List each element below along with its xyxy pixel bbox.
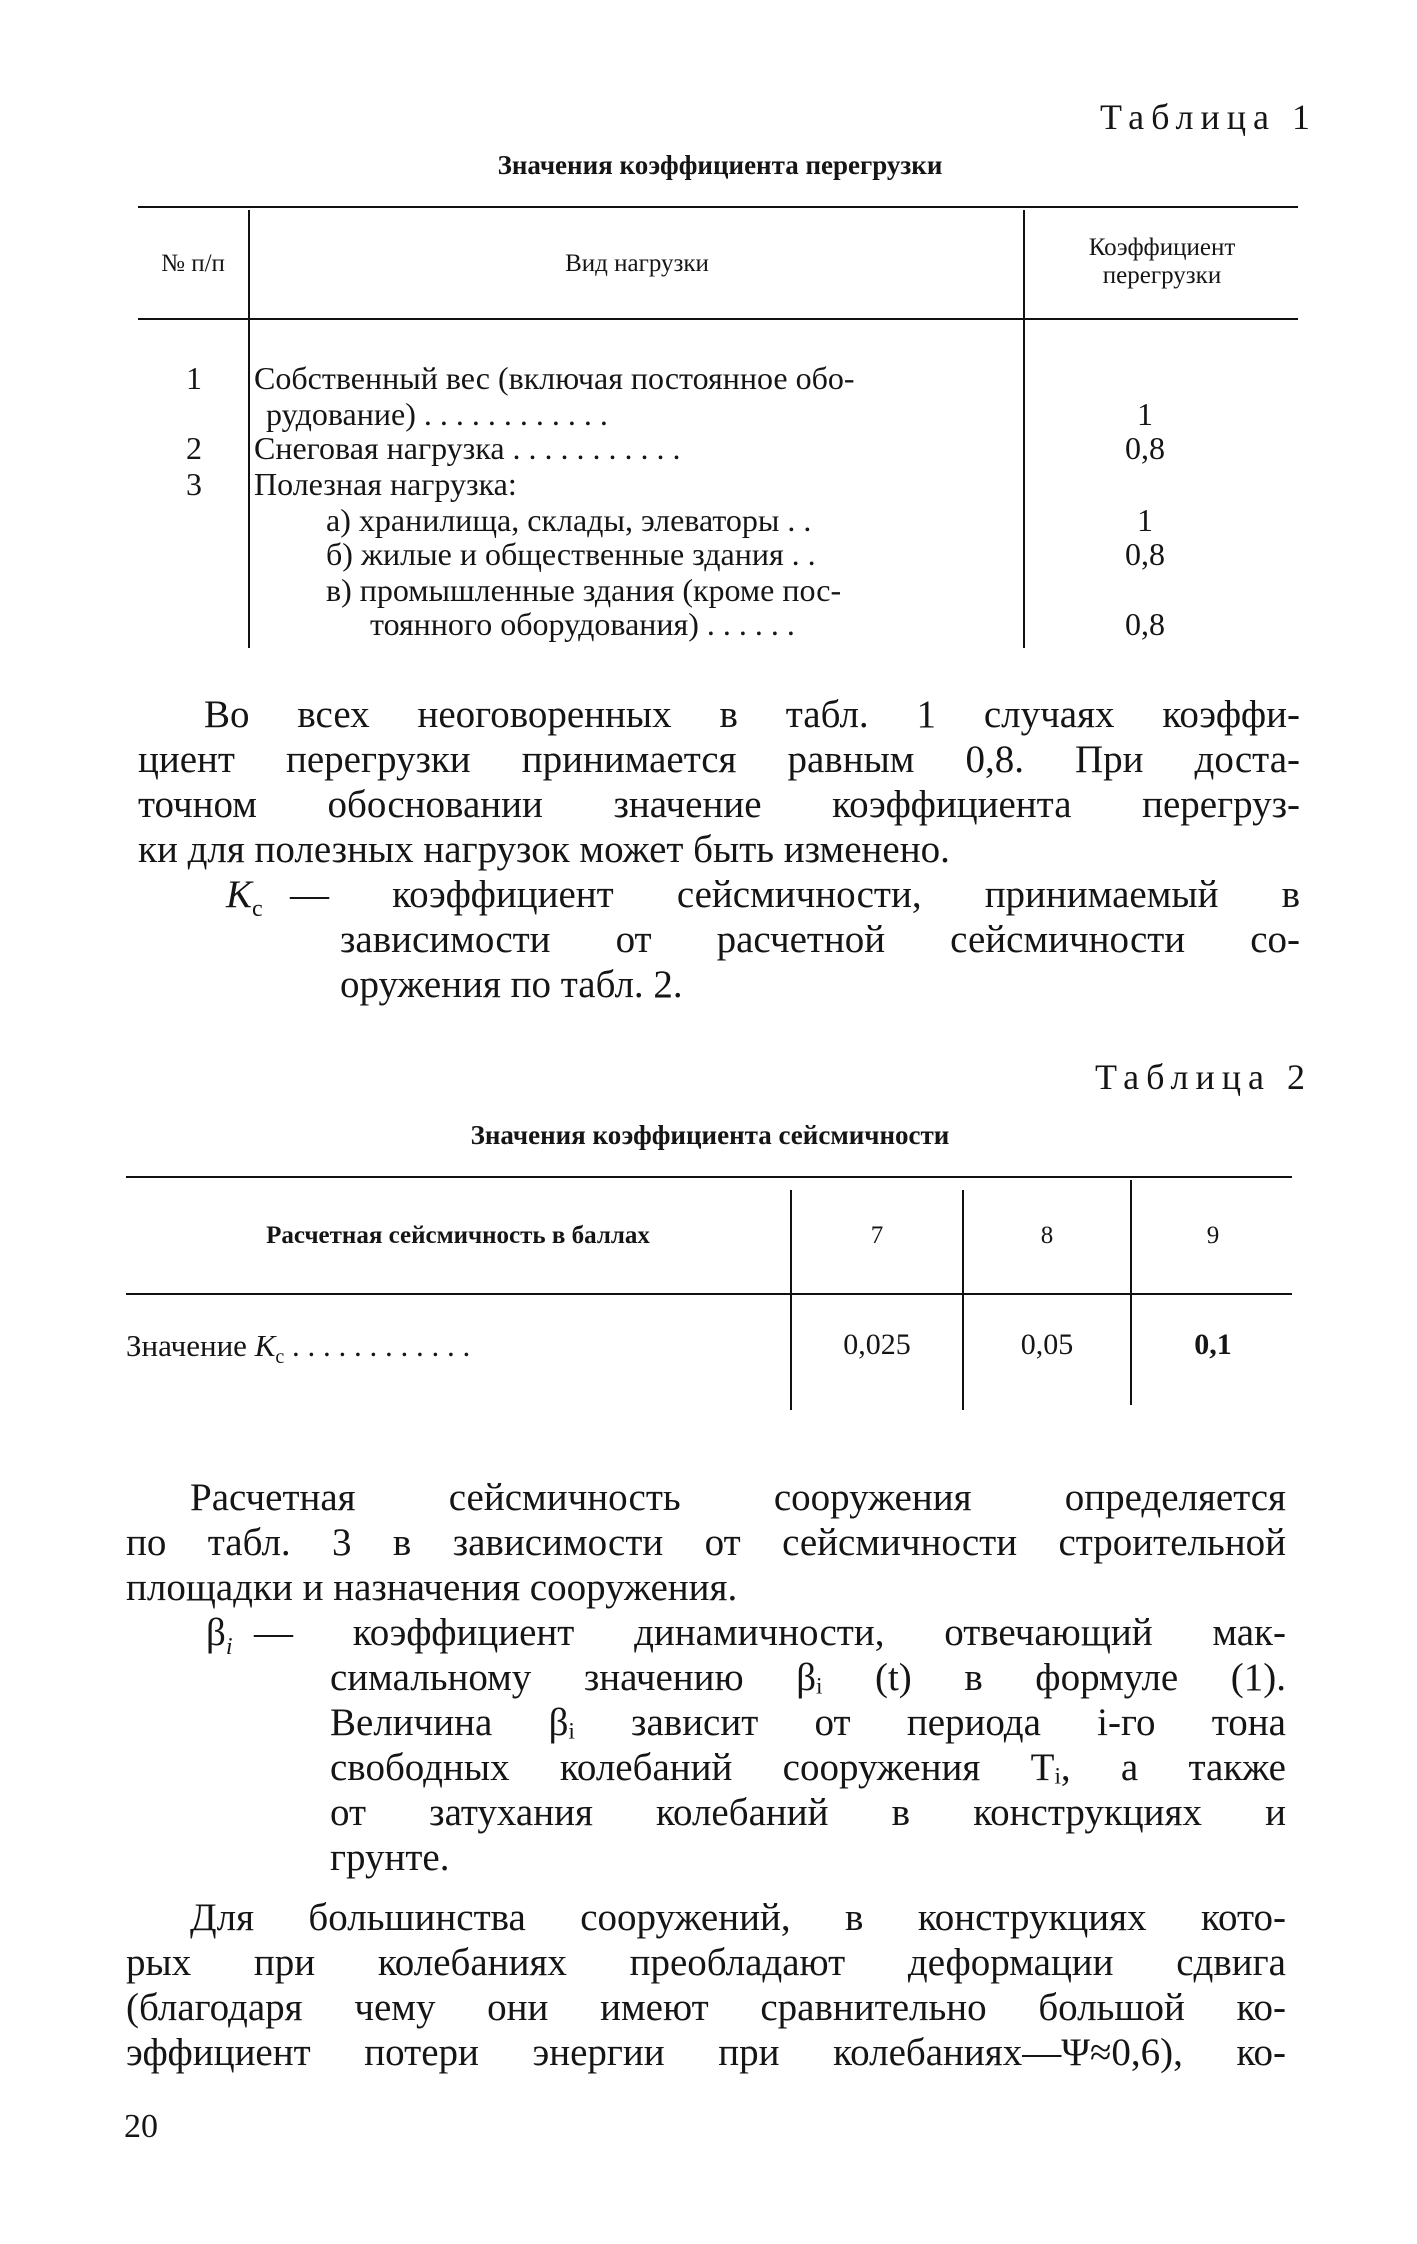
para2-line1: Расчетная сейсмичность сооружения определяется [190, 1476, 1286, 1519]
table1-row3c-coef: 0,8 [1125, 606, 1165, 642]
kc-def-line2: зависимости от расчетной сейсмичности со- [340, 918, 1300, 961]
beta-def-line3: Величина βᵢ зависит от периода i-го тона [330, 1701, 1286, 1744]
table1-header-coef-line1: Коэффициент [1088, 234, 1236, 261]
table1-row1-text-line2: рудование) . . . . . . . . . . . . [266, 396, 608, 432]
table2-header-rule [126, 1293, 1292, 1295]
table1-col-divider-1 [248, 210, 250, 648]
table1-row1-coef: 1 [1137, 396, 1153, 432]
table2-col-divider-1 [790, 1190, 792, 1410]
beta-def-line6: грунте. [330, 1836, 450, 1879]
table1-row3a-text: а) хранилища, склады, элеваторы . . [326, 502, 812, 538]
table2-header-8: 8 [1040, 1222, 1054, 1249]
table1-row3a-coef: 1 [1137, 502, 1153, 538]
kc-symbol-sub: с [252, 895, 263, 922]
para3-line3: (благодаря чему они имеют сравнительно большой ко- [126, 1986, 1286, 2029]
table2-row-dots: . . . . . . . . . . . . [292, 1328, 471, 1363]
table1-label: Таблица 1 [1100, 97, 1317, 137]
table1-header-num: № п/п [161, 250, 225, 277]
para3-line4: эффициент потери энергии при колебаниях—Ψ≈0,6), ко- [126, 2031, 1286, 2074]
table2-value-9: 0,1 [1194, 1328, 1232, 1361]
para1-line1: Во всех неоговоренных в табл. 1 случаях коэффи- [204, 693, 1300, 736]
table1-row3b-text: б) жилые и общественные здания . . [326, 536, 816, 572]
table2-row-symbol-sub: с [275, 1346, 285, 1369]
table1-row3-text: Полезная нагрузка: [254, 466, 517, 502]
table1-row1-text-line1: Собственный вес (включая постоянное обо- [254, 360, 855, 396]
table2-col-divider-3 [1130, 1180, 1132, 1405]
beta-symbol [206, 1611, 233, 1669]
table2-header-7: 7 [870, 1222, 884, 1249]
table2-col-divider-2 [962, 1190, 964, 1410]
para3-line1: Для большинства сооружений, в конструкциях кото- [190, 1896, 1286, 1939]
table2-title: Значения коэффициента сейсмичности [470, 1120, 950, 1150]
table1-row1-num: 1 [186, 360, 202, 396]
table1-row3b-coef: 0,8 [1125, 536, 1165, 572]
page-number: 20 [124, 2108, 158, 2145]
kc-symbol [226, 873, 263, 931]
table1-row3c-text-line1: в) промышленные здания (кроме пос- [326, 572, 842, 608]
table1-col-divider-2 [1023, 210, 1025, 648]
kc-def-line3: оружения по табл. 2. [340, 963, 683, 1006]
beta-def-line2: симальному значению βᵢ (t) в формуле (1). [330, 1656, 1286, 1699]
beta-symbol-letter: β [206, 1611, 226, 1654]
beta-def-line1: — коэффициент динамичности, отвечающий мак- [254, 1611, 1286, 1654]
table1-top-rule [138, 206, 1298, 208]
table1-row2-coef: 0,8 [1125, 430, 1165, 466]
table1-row3-num: 3 [186, 466, 202, 502]
table2-top-rule [126, 1176, 1292, 1178]
table1-header-rule [138, 318, 1298, 320]
para2-line3: площадки и назначения сооружения. [126, 1566, 738, 1609]
para2-line2: по табл. 3 в зависимости от сейсмичности строительной [126, 1521, 1286, 1564]
table2-header-label: Расчетная сейсмичность в баллах [266, 1222, 650, 1249]
table2-value-7: 0,025 [843, 1328, 911, 1361]
kc-symbol-letter: K [226, 873, 253, 916]
table2-label: Таблица 2 [1095, 1057, 1312, 1097]
table1-row3c-text-line2: тоянного оборудования) . . . . . . [370, 606, 795, 642]
table1-row2-text: Снеговая нагрузка . . . . . . . . . . . [254, 430, 681, 466]
para1-line2: циент перегрузки принимается равным 0,8. При доста- [138, 738, 1300, 781]
para1-line3: точном обосновании значение коэффициента перегруз- [138, 783, 1300, 826]
table1-row2-num: 2 [186, 430, 202, 466]
table2-row-label [126, 1328, 470, 1369]
kc-def-line1: — коэффициент сейсмичности, принимаемый в [290, 873, 1300, 916]
beta-symbol-sub: i [225, 1633, 233, 1660]
para1-line4: ки для полезных нагрузок может быть изменено. [138, 828, 950, 871]
para3-line2: рых при колебаниях преобладают деформации сдвига [126, 1941, 1286, 1984]
table1-title: Значения коэффициента перегрузки [497, 150, 943, 180]
table1-header-type: Вид нагрузки [565, 250, 709, 277]
table1-header-coef [1027, 234, 1297, 290]
table2-value-8: 0,05 [1020, 1328, 1074, 1361]
beta-def-line4: свободных колебаний сооружения Tᵢ, а также [330, 1746, 1286, 1789]
beta-def-line5: от затухания колебаний в конструкциях и [330, 1791, 1286, 1834]
table2-row-symbol: K [254, 1328, 276, 1363]
table1-header-coef-line2: перегрузки [1102, 262, 1222, 289]
table2-row-label-text: Значение [126, 1328, 247, 1363]
table2-header-9: 9 [1206, 1222, 1220, 1249]
